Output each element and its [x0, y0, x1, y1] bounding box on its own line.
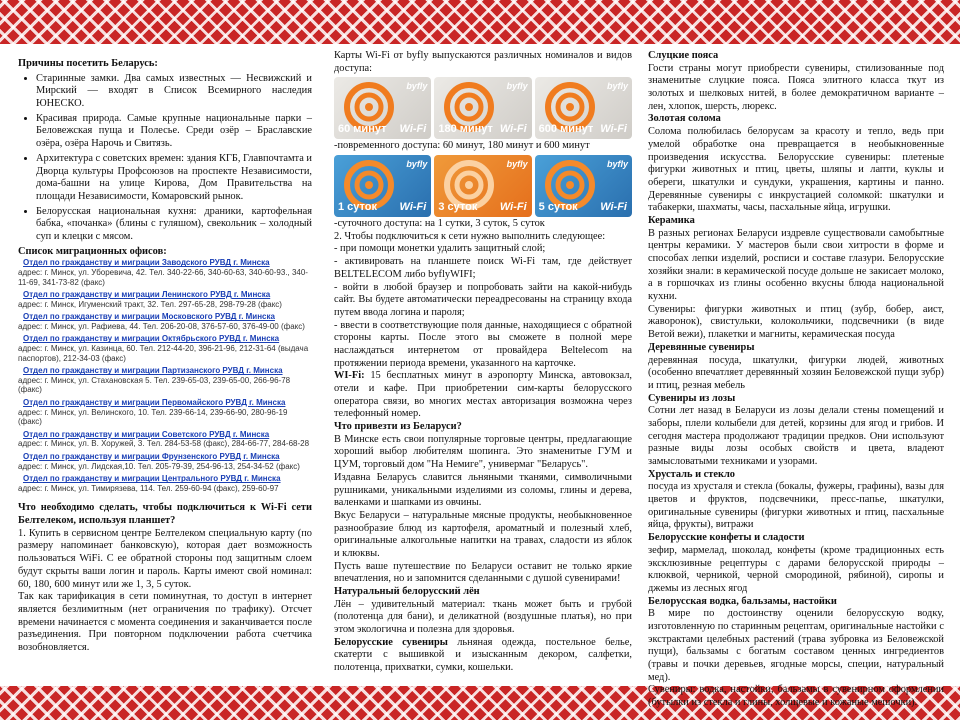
office-address: адрес: г. Минск, ул. Уборевича, 42. Тел. 340-22-66, 340-60-63, 340-60-93., 340-11-69, 341-73-82 (факс) [18, 267, 308, 287]
card-brand: byfly [506, 81, 528, 92]
office-address: адрес: г. Минск, ул. Тимирязева, 114. Тел. 259-60-94 (факс), 259-60-97 [18, 483, 279, 493]
linen-paragraph: Лён – удивительный материал: ткань может быть и грубой (полотенца для бани), и деликатной (воздушные платья), но при этом экологична и полезна для здоровья. [334, 598, 632, 636]
office-address: адрес: г. Минск, ул. В. Хоружей, 3. Тел. 284-53-58 (факс), 284-66-77, 284-68-28 [18, 439, 310, 449]
section-text: Сувениры: водка, настойки, бальзамы в сувенирном оформлении (бутылки из стекла и глины, холщевые и кожаные мешочки). [648, 684, 944, 709]
office-address: адрес: г. Минск, Игуменский тракт, 32. Тел. 297-65-28, 298-79-28 (факс) [18, 299, 282, 309]
reason-item: • Архитектура с советских времен: здания КГБ, Главпочтамта и Дворца культуры Профсоюзов на проспекте Независимости, дома-башни на улице Кирова, Дом Правительства на площади Независимости, Комаровский рынок. [36, 153, 312, 204]
office-entry [18, 334, 312, 363]
office-link[interactable]: Отдел по гражданству и миграции Первомайского РУВД г. Минска [23, 398, 286, 408]
section-title: Слуцкие пояса [648, 50, 719, 61]
office-address: адрес: г. Минск, ул. Казинца, 60. Тел. 212-44-20, 396-21-96, 212-31-64 (выдача паспортов), 212-34-03 (факс) [18, 344, 309, 363]
card-value: 60 минут [338, 122, 387, 135]
card-value: 5 суток [538, 200, 578, 213]
step2-title: 2. Чтобы подключиться к сети нужно выполнить следующее: [334, 230, 606, 242]
card-wifi-label: Wi-Fi [399, 122, 427, 135]
linen-souvenirs [334, 637, 632, 675]
column-right [648, 50, 944, 709]
office-entry [18, 366, 312, 395]
wifi-title: Что необходимо сделать, чтобы подключиться к Wi-Fi сети Белтелеком, используя планшет? [18, 502, 312, 527]
office-entry [18, 452, 312, 471]
section-text: зефир, мармелад, шоколад, конфеты (кроме традиционных есть эксклюзивные рецептуры с дарами белорусской природы – клюквой, черникой, черной смородиной, рябиной), сиропы и джемы из лесных ягод [648, 544, 944, 594]
wifi-card-image [434, 155, 531, 217]
step2-item: - ввести в соответствующие поля данные, находящиеся с обратной стороны карты. После этого вы сможете в полной мере наслаждаться интернетом от провайдера Beltelecom на протяжении периода времени, указанного на карточке. [334, 319, 632, 369]
card-value: 600 минут [538, 122, 594, 135]
step2-item: - при помощи монетки удалить защитный слой; [334, 243, 546, 255]
card-brand: byfly [606, 81, 628, 92]
office-link[interactable]: Отдел по гражданству и миграции Ленинского РУВД г. Минска [23, 290, 271, 300]
ornament-top-border [0, 0, 960, 50]
office-link[interactable]: Отдел по гражданству и миграции Советского РУВД г. Минска [23, 429, 270, 439]
card-wifi-label: Wi-Fi [499, 122, 527, 135]
office-address: адрес: г. Минск, ул. Лидская,10. Тел. 205-79-39, 254-96-13, 254-34-52 (факс) [18, 461, 300, 471]
office-entry [18, 430, 312, 449]
wifi-card-image [334, 155, 431, 217]
reason-item: • Белорусская национальная кухня: драники, картофельная бабка, «почанка» (блины с гуляшом), свекольник – холодный суп и клецки с мясом. [36, 206, 312, 244]
linen-souvenirs-label: Белорусские сувениры [334, 636, 448, 648]
wifi-card-image [535, 155, 632, 217]
wifi-card-image [535, 77, 632, 139]
card-value: 3 суток [438, 200, 478, 213]
section-title: Сувениры из лозы [648, 392, 736, 404]
card-value: 1 суток [338, 200, 378, 213]
office-address: адрес: г. Минск, ул. Рафиева, 44. Тел. 206-20-08, 376-57-60, 376-49-00 (факс) [18, 321, 305, 331]
section-text: Сотни лет назад в Беларуси из лозы делали стены помещений и заборы, плели колыбели для детей, корзины для ягод и грибов. И сегодня мастера продолжают традиции предков. Они используют разные виды лозы особых свойств и цвета, владеют замысловатыми техниками и узорами. [648, 405, 944, 467]
card-wifi-label: Wi-Fi [499, 200, 527, 213]
section-text: В разных регионах Беларуси издревле существовали самобытные центры керамики. У мастеров были свои хитрости в форме и способах лепки изделий, росписи и составе глазури. Белорусские хозяйки знали: в керамической посуде дольше не закисает молоко, а в горшочках из глины особенно вкусны блюда национальной кухни. [648, 227, 944, 303]
wifi-paragraph: 1. Купить в сервисном центре Белтелеком специальную карту (по размеру напоминает банковскую), которая дает возможность пользоваться WiFi. С ее обратной стороны под защитным слоем будут скрыты ваши логин и пароль. Карты имеют свой номинал: 60, 180, 600 минут или же 1, 3, 5 суток. [18, 527, 312, 590]
card-brand: byfly [406, 159, 428, 170]
card-brand: byfly [606, 159, 628, 170]
section-text: В мире по достоинству оценили белорусскую водку, изготовленную по старинным рецептам, оригинальные настойки с экстрактами целебных растений (трава зубровка из Беловежской пущи), бальзамы с богатым составом ценных ингредиентов (травы и почки деревьев, ягодные морсы, специи, натуральный мед). [648, 608, 944, 683]
section-text: посуда из хрусталя и стекла (бокалы, фужеры, графины), вазы для цветов и фруктов, подсвечники, пресс-папье, шкатулки, оригинальные сувениры (фигурки животных и птиц, пасхальные яйца, фрукты), витражи [648, 481, 944, 531]
office-entry [18, 258, 312, 287]
office-link[interactable]: Отдел по гражданству и миграции Заводского РУВД г. Минска [23, 258, 270, 268]
office-address: адрес: г. Минск, ул. Велинского, 10. Тел. 239-66-14, 239-66-90, 280-96-19 (факс) [18, 407, 288, 427]
linen-title: Натуральный белорусский лён [334, 586, 480, 597]
wifi-card-image [334, 77, 431, 139]
airport-wifi-paragraph [334, 370, 632, 421]
reason-item: • Красивая природа. Самые крупные национальные парки – Беловежская пуща и Полесье. Среди озёр – Браславские озёра, озёра Нарочь и Свитязь. [36, 113, 312, 151]
reasons-list [18, 73, 312, 244]
office-link[interactable]: Отдел по гражданству и миграции Московского РУВД г. Минска [23, 312, 275, 322]
section-text: Солома полюбилась белорусам за красоту и тепло, ведь при умелой обработке она превращается в необыкновенные произведения искусства. Белорусские сувениры: плетеные фигурки животных и птиц, цветы, шляпы и лапти, куклы и обереги, шкатулки и сундуки, украшения, картины и панно. Деревянные сувениры с инкрустацией соломкой: шкатулки и табакерки, шахматы, часы, пасхальные яйца, игрушки. [648, 126, 944, 214]
section-text: деревянная посуда, шкатулки, фигурки людей, животных (особенно впечатляет деревянный хозяин Беловежской пущи зубр) и птиц, резная мебель [648, 354, 944, 391]
bring-paragraph: Пусть ваше путешествие по Беларуси оставит не только яркие впечатления, но и запомнится сделанными с душой сувенирами! [334, 560, 632, 585]
card-wifi-label: Wi-Fi [600, 122, 627, 135]
bring-paragraph: В Минске есть свои популярные торговые центры, предлагающие хороший выбор любителям шопинга. Это знаменитые ГУМ и ЦУМ, торговый дом "На Немиге", универмаг "Беларусь". [334, 433, 632, 471]
reason-item: • Старинные замки. Два самых известных — Несвижский и Мирский — входят в Список Всемирного наследия ЮНЕСКО. [36, 73, 312, 111]
offices-title: Список миграционных офисов: [18, 245, 167, 257]
office-link[interactable]: Отдел по гражданству и миграции Центрального РУВД г. Минска [23, 474, 281, 484]
bring-paragraph: Вкус Беларуси – натуральные мясные продукты, необыкновенное разнообразие блюд из картофеля, ароматный и полезный хлеб, оригинальные алкогольные напитки на травах, сладости из яблок и клюквы. [334, 509, 632, 559]
office-entry [18, 474, 312, 493]
section-title: Белорусская водка, бальзамы, настойки [648, 595, 837, 607]
section-title: Золотая солома [648, 113, 721, 125]
card-value: 180 минут [438, 122, 493, 135]
section-title: Белорусские конфеты и сладости [648, 532, 805, 544]
step2-item: - активировать на планшете поиск Wi-Fi там, где действует BELTELECOM либо byflyWIFI; [334, 256, 632, 280]
office-address: адрес: г. Минск, ул. Стахановская 5. Тел. 239-65-03, 239-65-00, 266-96-78 (факс) [18, 375, 291, 395]
card-brand: byfly [506, 159, 528, 170]
offices-list [18, 258, 312, 493]
wifi-card-image [434, 77, 531, 139]
section-title: Деревянные сувениры [648, 341, 755, 353]
cards-row-days [334, 155, 632, 217]
card-wifi-label: Wi-Fi [600, 200, 627, 213]
column-middle [334, 50, 632, 678]
column-left [18, 58, 312, 678]
cards-row-minutes [334, 77, 632, 139]
linen-souvenirs-text: льняная одежда, постельное белье, скатерти с вышивкой и изысканным декором, салфетки, полотенца, прихватки, сумки, кошельки. [334, 636, 632, 674]
cards-caption: -повременного доступа: 60 минут, 180 минут и 600 минут [334, 140, 590, 152]
office-entry [18, 312, 312, 331]
bring-title: Что привезти из Беларуси? [334, 421, 462, 433]
section-text: Гости страны могут приобрести сувениры, стилизованные под знаменитые слуцкие пояса. Пояса элитного класса ткут из золотых и шелковых нитей, в более демократичном варианте – лен, хлопок, шерсть, люрекс. [648, 62, 944, 112]
card-wifi-label: Wi-Fi [399, 200, 427, 213]
bring-paragraph: Издавна Беларусь славится льняными тканями, символичными рушниками, уникальными изделиями из соломы, глины и дерева, валенками и шапками из овчины. [334, 471, 632, 509]
office-entry [18, 290, 312, 309]
office-entry [18, 398, 312, 427]
wifi-paragraph: Так как тарификация в сети поминутная, то доступ в интернет является безлимитным (нет ограничения по трафику). Отсчет времени начинается с момента соединения и заканчивается после разъединения. При повторном подключении работа счетчика возобновляется. [18, 591, 312, 653]
office-link[interactable]: Отдел по гражданству и миграции Фрунзенского РУВД г. Минска [23, 452, 280, 461]
cards-caption: -суточного доступа: на 1 сутки, 3 суток, 5 суток [334, 218, 545, 230]
section-text: Сувениры: фигурки животных и птиц (зубр, бобер, аист, жаворонок), свистульки, колокольчики, подсвечники (в виде Ветой вежи), плакетки и магниты, керамическая посуда [648, 303, 944, 341]
cards-intro: Карты Wi-Fi от byfly выпускаются различных номиналов и видов доступа: [334, 50, 632, 74]
office-link[interactable]: Отдел по гражданству и миграции Партизанского РУВД г. Минска [23, 366, 283, 376]
airport-text: 15 бесплатных минут в аэропорту Минска, автовокзал, отели и кафе. При приобретении сим-карты белорусского оператора связи, во многих местах авторизация возможна через телефонный номер. [334, 370, 632, 420]
step2-item: - войти в любой браузер и попробовать зайти на какой-нибудь сайт. Вы будете автоматически переадресованы на страницу входа путем ввода логина и пароля; [334, 281, 632, 318]
reasons-title: Причины посетить Беларусь: [18, 58, 158, 69]
office-link[interactable]: Отдел по гражданству и миграции Октябрьского РУВД г. Минска [23, 334, 280, 344]
card-brand: byfly [406, 81, 428, 92]
section-title: Хрусталь и стекло [648, 468, 735, 480]
airport-label: WI-Fi: [334, 370, 365, 382]
section-title: Керамика [648, 214, 695, 226]
